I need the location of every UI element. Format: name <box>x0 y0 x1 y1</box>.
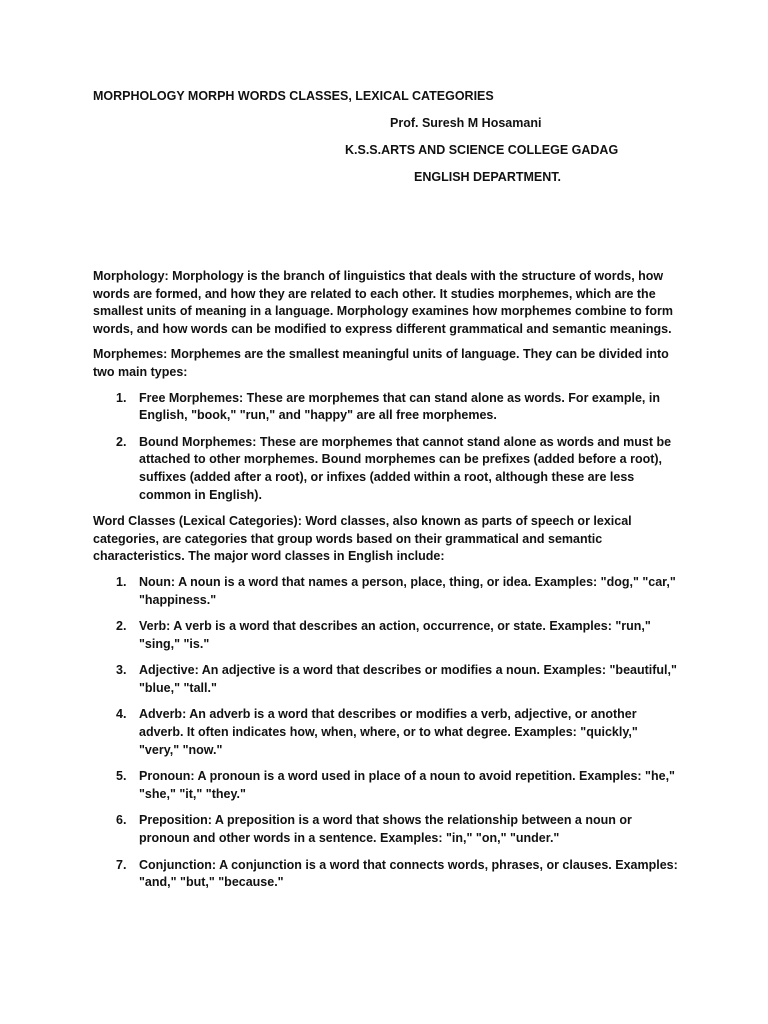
list-item-number: 2. <box>116 434 127 449</box>
list-item <box>93 618 678 653</box>
list-item-text: Conjunction: A conjunction is a word that connects words, phrases, or clauses. Examples: "and," "but," "because." <box>139 857 678 890</box>
list-item-text: Bound Morphemes: These are morphemes that cannot stand alone as words and must be attached to other morphemes. Bound morphemes can be prefixes (added before a root), suffixes (added after a root), or infixes (added within a root, although these are less common in English). <box>139 434 672 502</box>
list-item <box>93 706 678 759</box>
list-item <box>93 768 678 803</box>
list-item-text: Pronoun: A pronoun is a word used in place of a noun to avoid repetition. Examples: "he," "she," "it," "they." <box>139 769 675 801</box>
morphemes-intro: Morphemes: Morphemes are the smallest meaningful units of language. They can be divided into two main types: <box>93 347 669 379</box>
list-item <box>93 390 678 425</box>
list-item <box>93 812 678 847</box>
list-item <box>93 662 678 697</box>
list-item-number: 1. <box>116 574 127 589</box>
list-item-number: 2. <box>116 619 127 634</box>
college-name: K.S.S.ARTS AND SCIENCE COLLEGE GADAG <box>345 143 619 157</box>
list-item-number: 3. <box>116 663 127 678</box>
list-item-number: 4. <box>116 707 127 722</box>
document-title: MORPHOLOGY MORPH WORDS CLASSES, LEXICAL CATEGORIES <box>93 89 494 103</box>
morphology-paragraph: Morphology: Morphology is the branch of linguistics that deals with the structure of words, how words are formed, and how they are related to each other. It studies morphemes, which are the smallest units of meaning in a language. Morphology examines how morphemes combine to form words, and how words can be modified to express different grammatical and semantic meanings. <box>93 269 673 336</box>
department-name: ENGLISH DEPARTMENT. <box>414 170 561 184</box>
word-classes-intro: Word Classes (Lexical Categories): Word classes, also known as parts of speech or lexical categories, are categories that group words based on their grammatical and semantic characteristics. The major word classes in English include: <box>93 514 632 564</box>
word-classes-list <box>93 574 678 892</box>
list-item-text: Adjective: An adjective is a word that describes or modifies a noun. Examples: "beautiful," "blue," "tall." <box>139 663 677 695</box>
author-name: Prof. Suresh M Hosamani <box>390 116 542 130</box>
list-item-text: Noun: A noun is a word that names a person, place, thing, or idea. Examples: "dog," "car," "happiness." <box>139 574 676 607</box>
list-item-text: Preposition: A preposition is a word that shows the relationship between a noun or pronoun and other words in a sentence. Examples: "in," "on," "under." <box>139 813 632 846</box>
document-body <box>93 268 678 901</box>
list-item-text: Adverb: An adverb is a word that describes or modifies a verb, adjective, or another adverb. It often indicates how, when, where, or to what degree. Examples: "quickly," "very," "now." <box>139 707 638 757</box>
list-item-number: 5. <box>116 769 127 784</box>
list-item <box>93 434 678 504</box>
list-item-text: Free Morphemes: These are morphemes that can stand alone as words. For example, in English, "book," "run," and "happy" are all free morphemes. <box>139 390 660 423</box>
list-item <box>93 574 678 609</box>
list-item-number: 1. <box>116 390 127 405</box>
list-item-number: 6. <box>116 813 127 828</box>
morpheme-types-list <box>93 390 678 505</box>
list-item <box>93 857 678 892</box>
list-item-number: 7. <box>116 857 127 872</box>
list-item-text: Verb: A verb is a word that describes an action, occurrence, or state. Examples: "run," "sing," "is." <box>139 619 651 651</box>
